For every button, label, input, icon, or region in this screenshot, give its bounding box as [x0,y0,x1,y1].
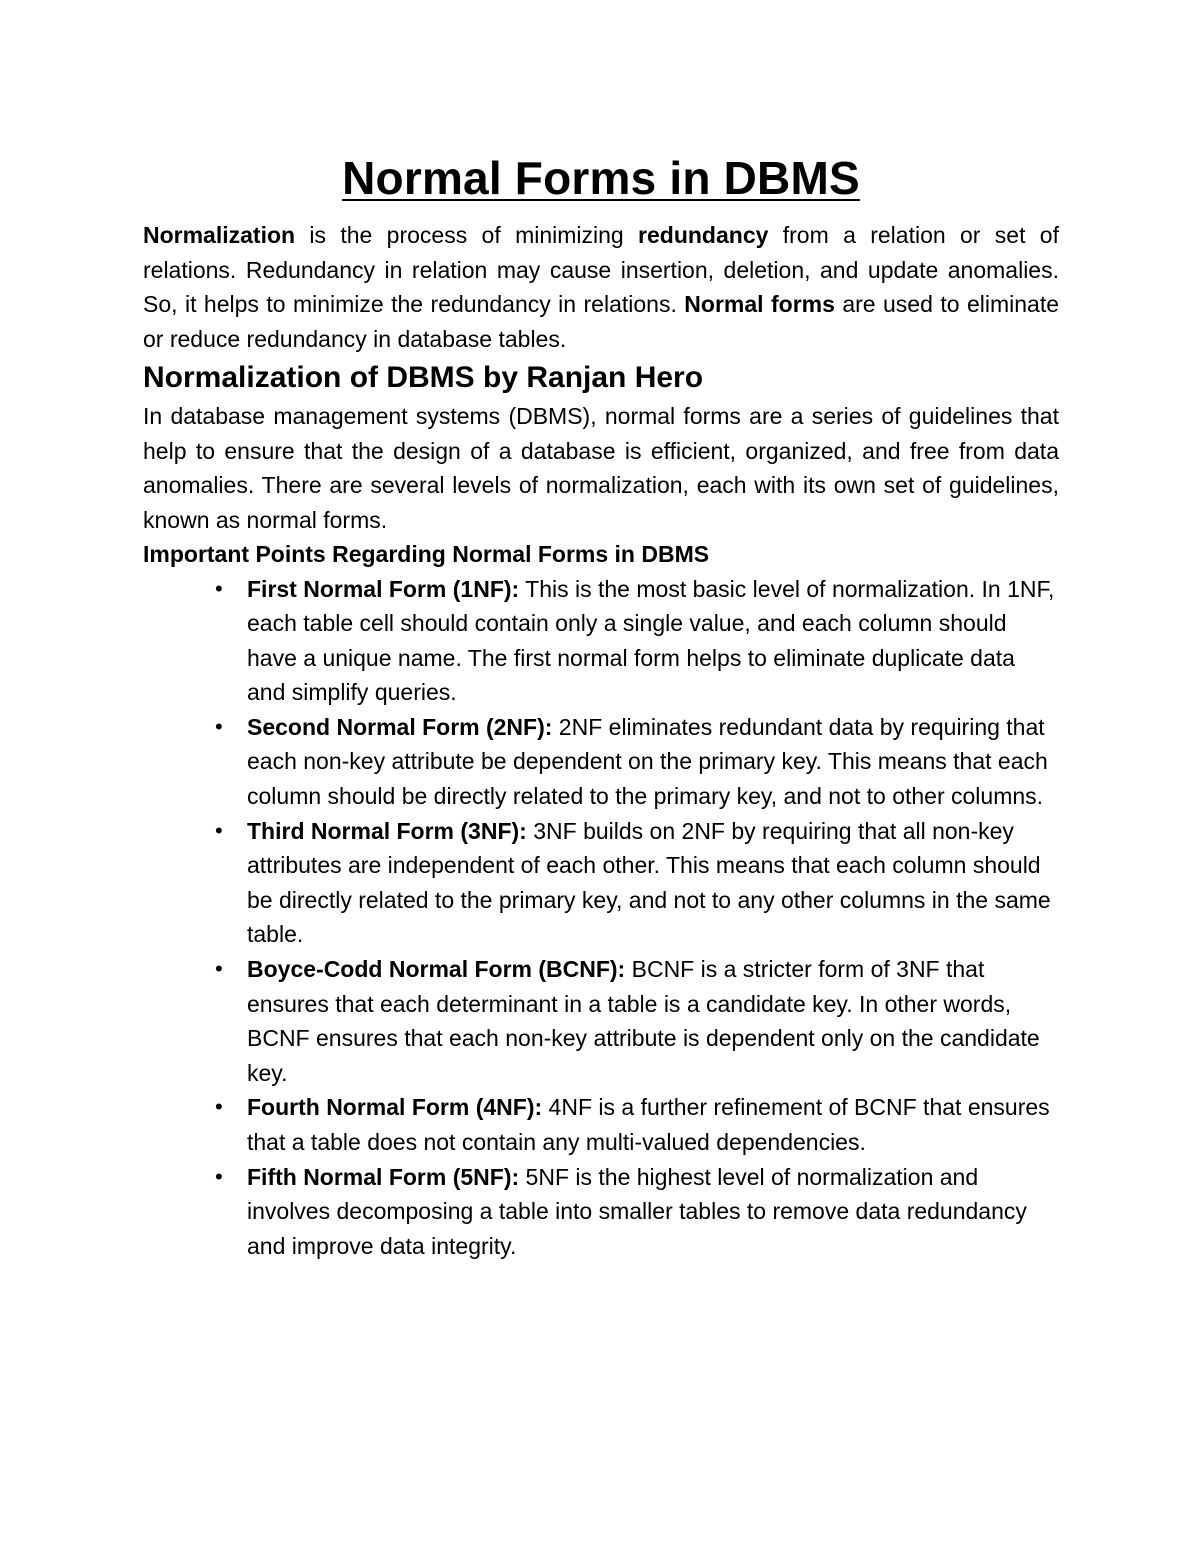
list-item-label: Boyce-Codd Normal Form (BCNF): [247,956,626,983]
document-page [143,148,1059,1263]
list-item-5nf [215,1160,1059,1264]
intro-text-2: from a relation or set of relations. Redundancy in relation may cause insertion, deletion, and update anomalies. So, it helps to minimize the redundancy in relations. [143,222,1059,317]
list-item-text: 3NF builds on 2NF by requiring that all non-key attributes are independent of each other. This means that each column should be directly related to the primary key, and not to any other columns in the same table. [247,817,1051,948]
bullet-icon: • [215,1163,223,1189]
list-item-text: 4NF is a further refinement of BCNF that ensures that a table does not contain any multi-valued dependencies. [247,1094,1050,1155]
normal-forms-list [143,572,1059,1264]
list-item-1nf [215,572,1059,710]
list-item-text: This is the most basic level of normalization. In 1NF, each table cell should contain only a single value, and each column should have a unique name. The first normal form helps to eliminate duplicate data and simplify queries. [247,575,1055,706]
list-item-label: Fourth Normal Form (4NF): [247,1094,543,1121]
term-normalization: Normalization [143,222,296,248]
document-title: Normal Forms in DBMS [342,152,860,204]
bullet-icon: • [215,713,223,739]
intro-paragraph [143,218,1059,356]
bullet-icon: • [215,817,223,843]
intro-text-3: are used to eliminate or reduce redundancy in database tables. [143,291,1059,352]
term-redundancy: redundancy [638,222,769,248]
list-item-text: 2NF eliminates redundant data by requiring that each non-key attribute be dependent on the primary key. This means that each column should be directly related to the primary key, and not to other columns. [247,713,1048,810]
list-item-label: First Normal Form (1NF): [247,575,520,602]
list-item-text: 5NF is the highest level of normalization and involves decomposing a table into smaller tables to remove data redundancy and improve data integrity. [247,1163,1027,1259]
list-item-text: BCNF is a stricter form of 3NF that ensures that each determinant in a table is a candidate key. In other words, BCNF ensures that each non-key attribute is dependent only on the candidate key. [247,956,1040,1086]
list-item-label: Second Normal Form (2NF): [247,713,553,740]
bullet-icon: • [215,1094,223,1120]
list-item-bcnf [215,952,1059,1090]
bullet-icon: • [215,956,223,982]
list-item-2nf [215,710,1059,814]
points-heading: Important Points Regarding Normal Forms in DBMS [143,541,710,567]
bullet-icon: • [215,575,223,601]
list-item-label: Fifth Normal Form (5NF): [247,1163,520,1190]
intro-text-1: is the process of minimizing [295,222,639,248]
list-item-label: Third Normal Form (3NF): [247,817,527,844]
list-item-4nf [215,1090,1059,1159]
section-heading: Normalization of DBMS by Ranjan Hero [143,361,704,394]
list-item-3nf [215,814,1059,952]
term-normal-forms: Normal forms [684,291,835,317]
section-paragraph: In database management systems (DBMS), normal forms are a series of guidelines that help to ensure that the design of a database is efficient, organized, and free from data anomalies. There are several levels of normalization, each with its own set of guidelines, known as normal forms. [143,403,1059,533]
